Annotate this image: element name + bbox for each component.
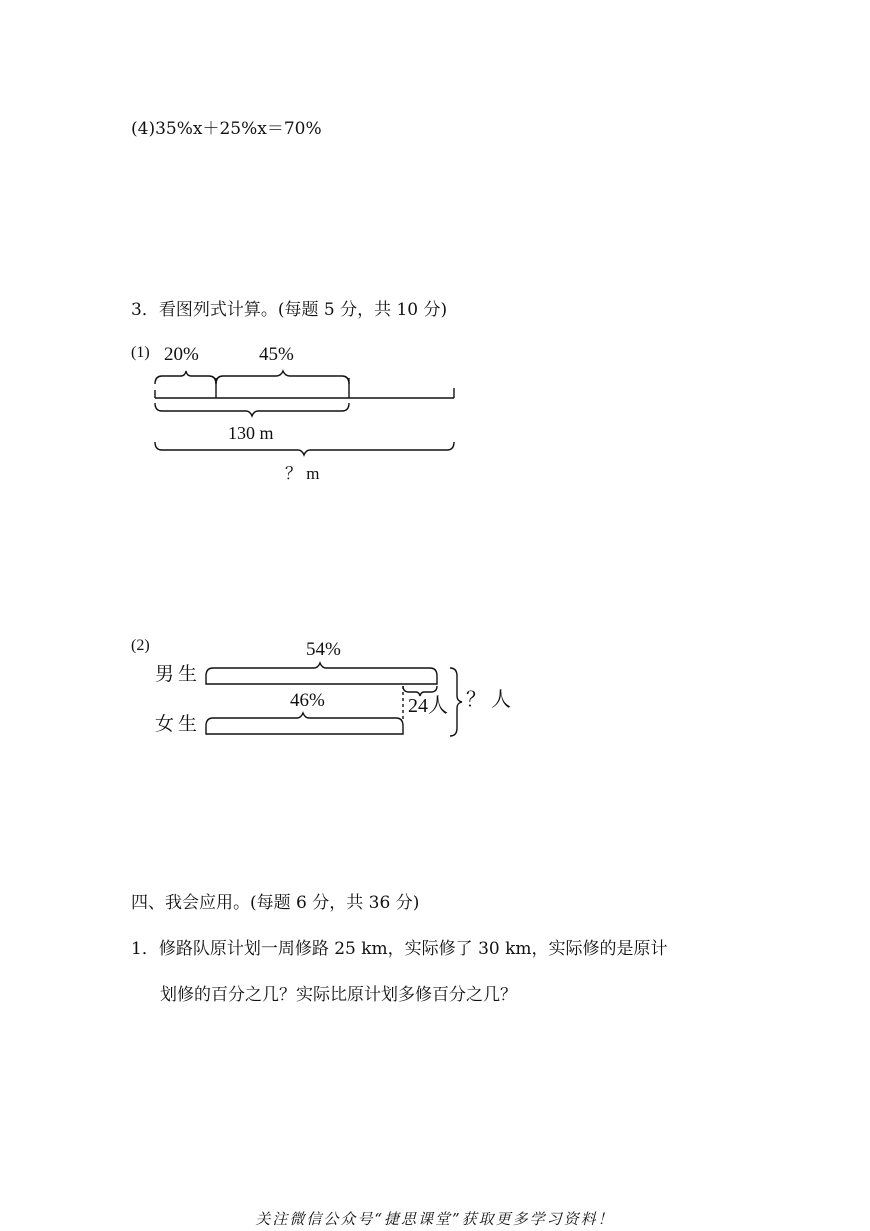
difference-label: 24人 xyxy=(408,695,448,717)
section-4-title: 四、我会应用。(每题 6 分，共 36 分) xyxy=(131,893,420,913)
question-1-line-1: 1．修路队原计划一周修路 25 km，实际修了 30 km，实际修的是原计 xyxy=(131,939,668,959)
boys-percent-label: 54% xyxy=(306,639,341,660)
section-3-title: 3．看图列式计算。(每题 5 分，共 10 分) xyxy=(131,300,448,320)
footer-note: 关注微信公众号“捷思课堂”获取更多学习资料！ xyxy=(255,1210,615,1228)
diagram-2-label: (2) xyxy=(131,637,150,654)
diagram-1-label: (1) xyxy=(131,344,150,361)
known-length-label: 130 m xyxy=(228,423,274,443)
equation-4: (4)35%x＋25%x＝70% xyxy=(131,119,322,139)
boys-label: 男生 xyxy=(155,663,202,685)
unknown-total-label: ？ m xyxy=(285,464,320,483)
percent-20-label: 20% xyxy=(164,344,199,365)
percent-45-label: 45% xyxy=(259,344,294,365)
question-1-line-2: 划修的百分之几？实际比原计划多修百分之几？ xyxy=(160,985,517,1005)
girls-label: 女生 xyxy=(155,713,202,735)
total-people-label: ？ 人 xyxy=(466,689,511,711)
girls-percent-label: 46% xyxy=(290,690,325,711)
